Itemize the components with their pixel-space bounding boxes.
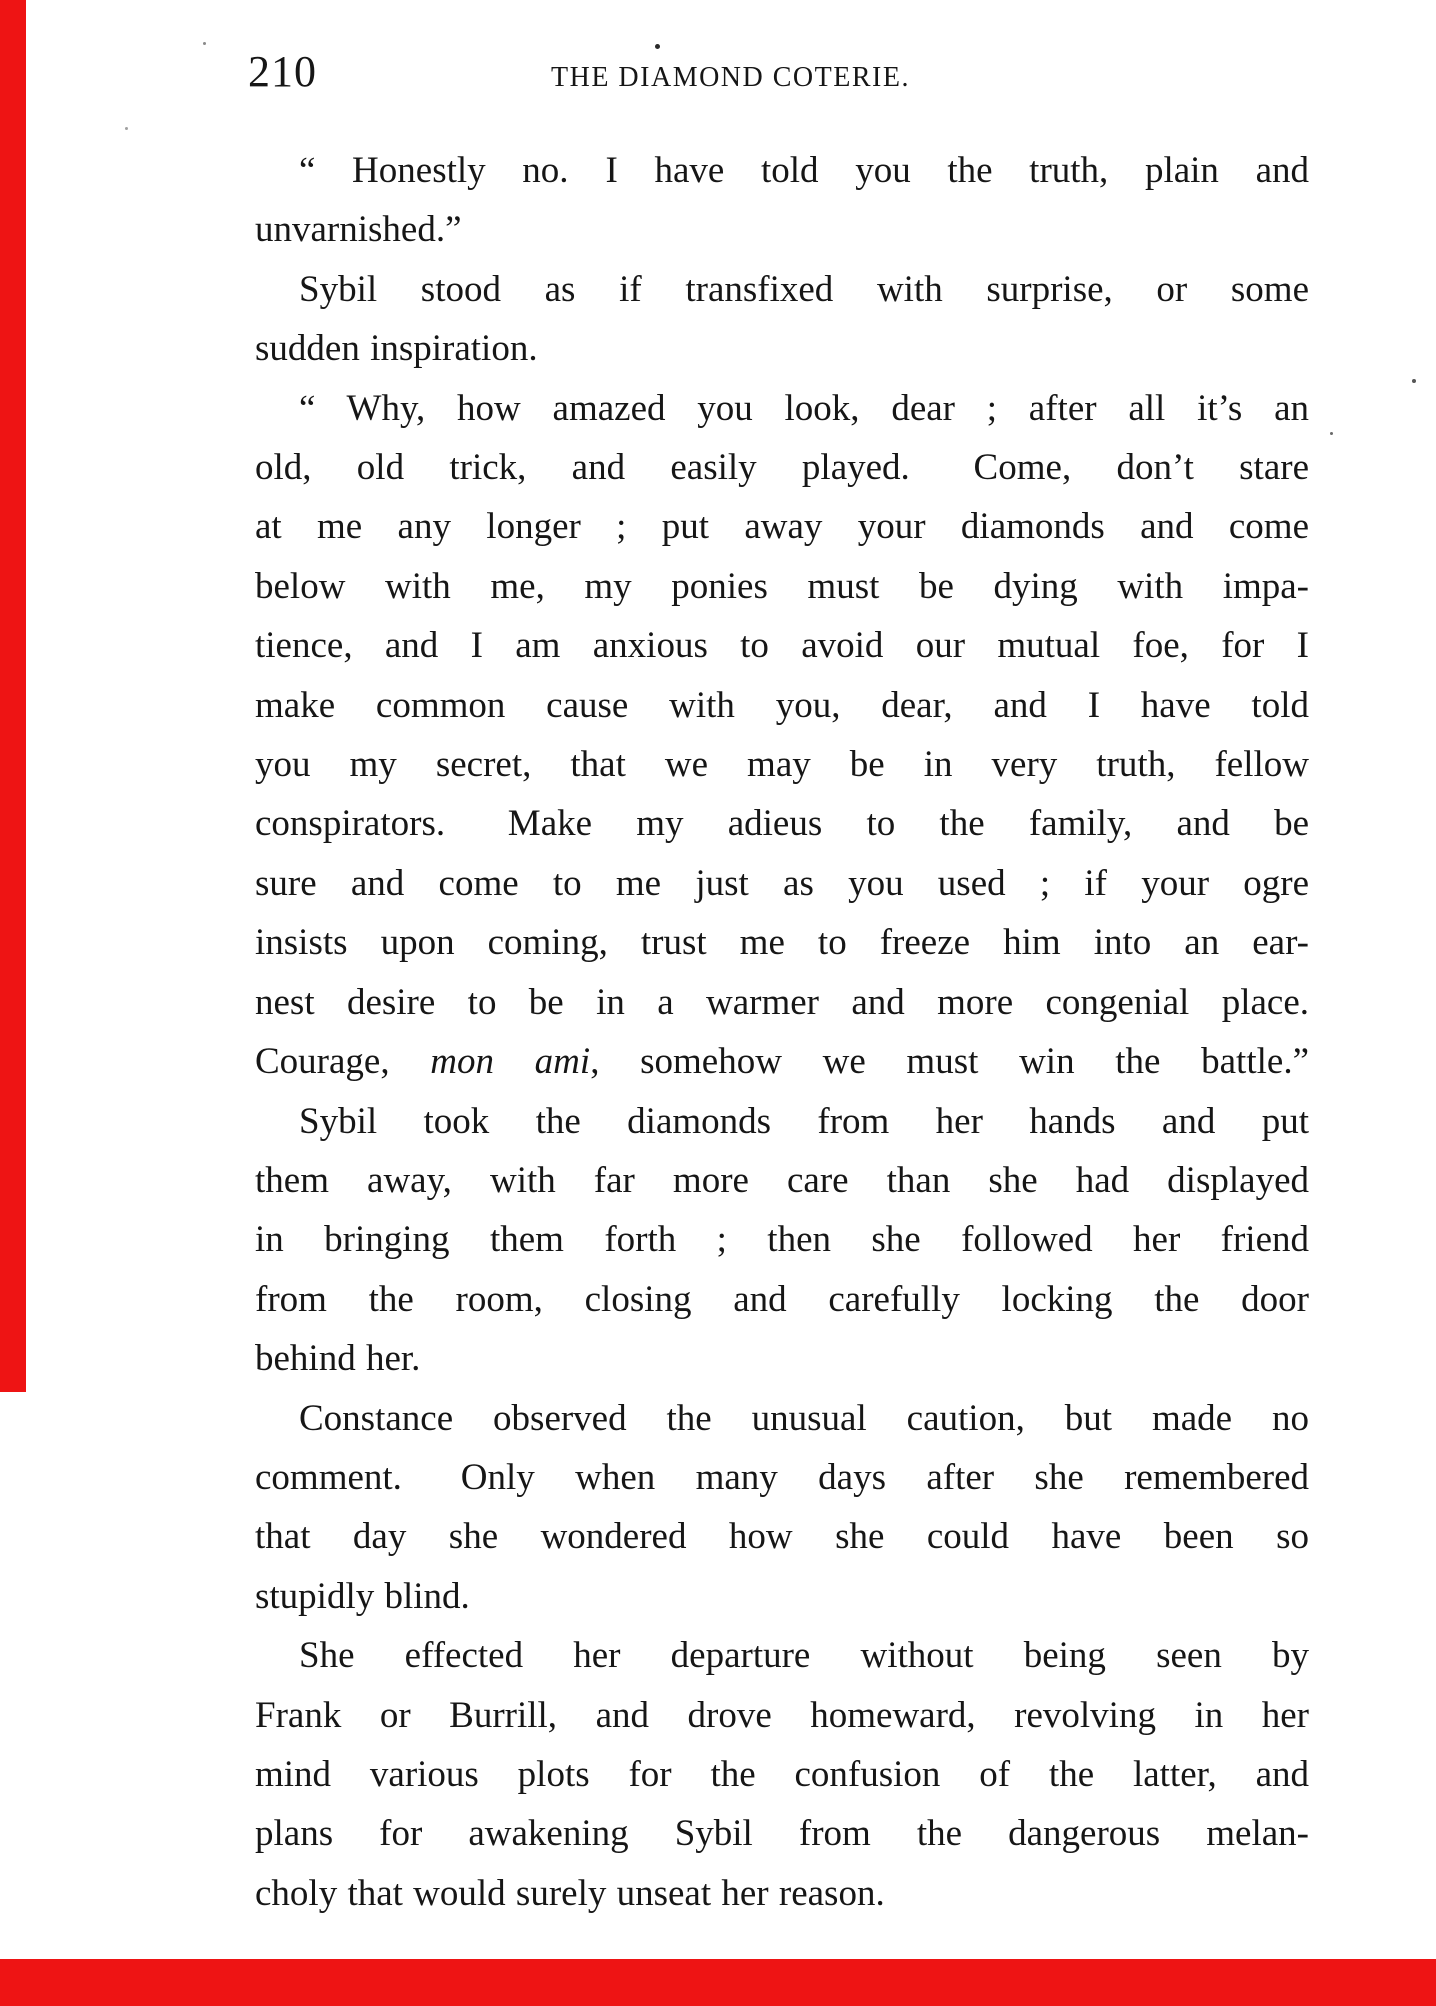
paragraph [255,1626,1309,1923]
text-line: unvarnished.” [255,209,462,251]
text-line: sudden inspiration. [255,328,538,370]
text-line: nest desire to be in a warmer and more congenial place. [255,981,1309,1023]
text-line: plans for awakening Sybil from the dangerous melan- [255,1813,1309,1855]
text-line: “ Honestly no. I have told you the truth, plain and [299,150,1309,191]
text-line: Sybil took the diamonds from her hands and put [299,1100,1309,1142]
italic-phrase: mon ami [430,1041,591,1083]
scan-speck [1412,379,1416,383]
paragraph [255,1389,1309,1627]
text-line: that day she wondered how she could have been so [255,1516,1309,1558]
scan-speck [125,127,128,130]
scan-speck [1330,432,1333,435]
text-line: tience, and I am anxious to avoid our mutual foe, for I [255,625,1309,667]
paragraph [255,260,1309,379]
text-line: comment. Only when many days after she remembered [255,1456,1309,1498]
paragraph [255,141,1309,260]
text-line: She effected her departure without being seen by [299,1635,1309,1677]
scan-speck [655,44,660,49]
page-number: 210 [248,47,317,96]
paragraph [255,1092,1309,1389]
text-line: below with me, my ponies must be dying with impa- [255,565,1309,607]
text-line: old, old trick, and easily played. Come, don’t stare [255,447,1309,489]
text-line: you my secret, that we may be in very truth, fellow [255,744,1309,786]
text-line: Frank or Burrill, and drove homeward, revolving in her [255,1694,1309,1736]
text-line: at me any longer ; put away your diamonds and come [255,506,1309,548]
text-line: conspirators. Make my adieus to the family, and be [255,803,1309,845]
text-line: mind various plots for the confusion of the latter, and [255,1753,1309,1795]
text-line: stupidly blind. [255,1575,470,1617]
text-line: Sybil stood as if transfixed with surprise, or some [299,268,1309,310]
text-line: in bringing them forth ; then she followed her friend [255,1219,1309,1261]
text-segment: Courage, [255,1041,431,1083]
text-line: from the room, closing and carefully locking the door [255,1278,1309,1320]
text-line: make common cause with you, dear, and I have told [255,684,1309,726]
text-segment: , somehow we must win the battle.” [590,1041,1309,1083]
text-line: them away, with far more care than she had displayed [255,1159,1309,1201]
text-line: Constance observed the unusual caution, but made no [299,1397,1309,1439]
scan-speck [203,42,206,45]
scan-edge-bottom-bar [0,1959,1436,2006]
text-line: behind her. [255,1338,421,1380]
text-line: “ Why, how amazed you look, dear ; after all it’s an [299,387,1309,429]
text-line: insists upon coming, trust me to freeze him into an ear- [255,922,1309,964]
running-title: THE DIAMOND COTERIE. [551,62,910,93]
scan-edge-left-bar [0,0,26,1392]
text-line [255,1032,1309,1091]
text-line: sure and come to me just as you used ; if your ogre [255,862,1309,904]
page-body [255,141,1309,1923]
paragraph [255,379,1309,1092]
text-line: choly that would surely unseat her reason. [255,1872,885,1914]
